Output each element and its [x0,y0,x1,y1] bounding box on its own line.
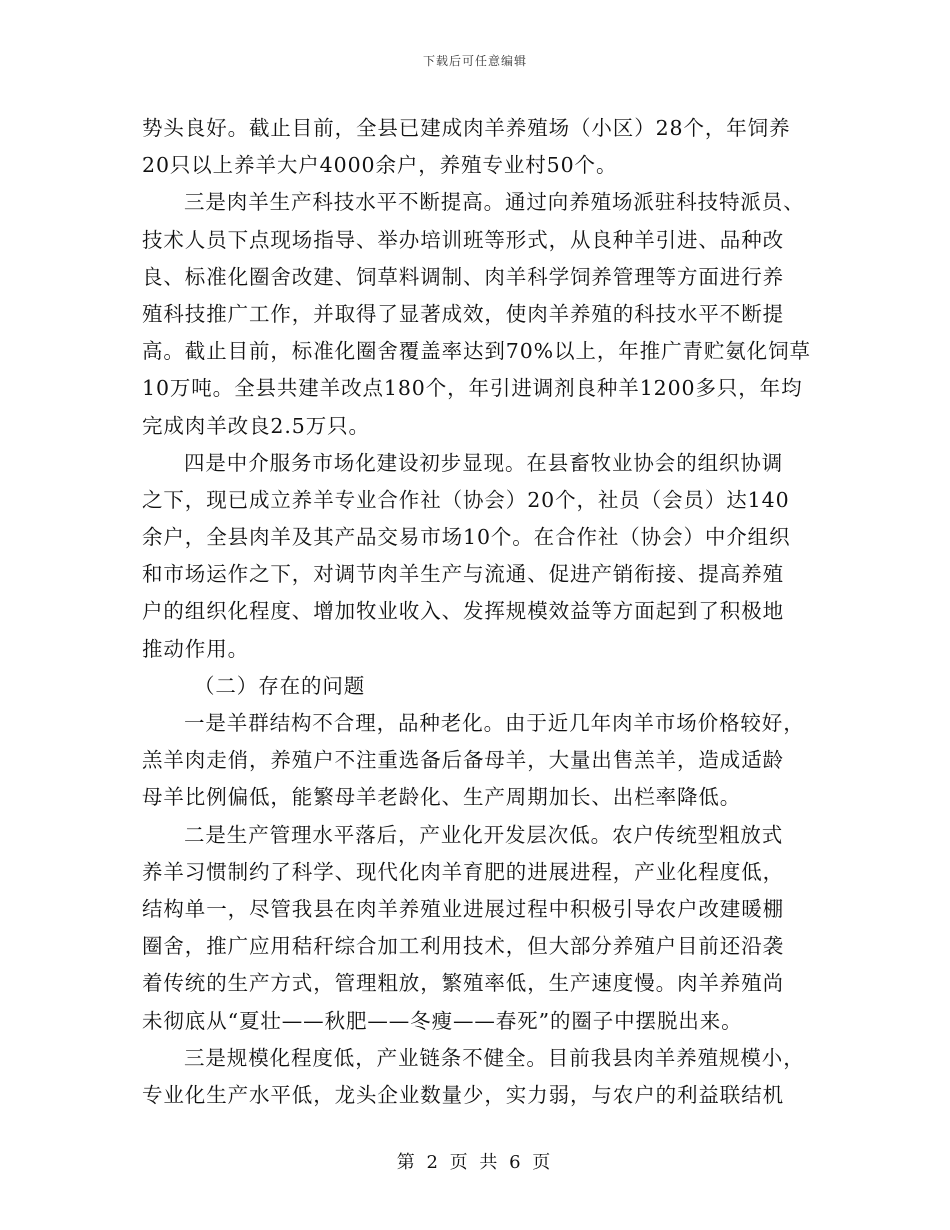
paragraph-start-line: 四是中介服务市场化建设初步显现。在县畜牧业协会的组织协调 [184,450,784,475]
text-line: 余户，全县肉羊及其产品交易市场10个。在合作社（协会）中介组织 [142,525,791,550]
text-line: 殖科技推广工作，并取得了显著成效，使肉羊养殖的科技水平不断提 [142,301,784,326]
paragraph-start-line: 一是羊群结构不合理，品种老化。由于近几年肉羊市场价格较好， [184,711,805,735]
text-line: 和市场运作之下，对调节肉羊生产与流通、促进产销衔接、提高养殖 [142,562,784,587]
text-line: 高。截止目前，标准化圈舍覆盖率达到70%以上，年推广青贮氨化饲草 [142,339,811,364]
text-line: 推动作用。 [142,636,249,661]
paragraph-start-line: 三是规模化程度低，产业链条不健全。目前我县肉羊养殖规模小， [184,1045,805,1070]
text-line: 羔羊肉走俏，养殖户不注重选备后备母羊，大量出售羔羊，造成适龄 [142,748,784,773]
paragraph-start-line: 三是肉羊生产科技水平不断提高。通过向养殖场派驻科技特派员、 [184,190,805,215]
text-line: 母羊比例偏低，能繁母羊老龄化、生产周期加长、出栏率降低。 [142,785,742,810]
text-line: 户的组织化程度、增加牧业收入、发挥规模效益等方面起到了积极地 [142,599,784,624]
text-line: 10万吨。全县共建羊改点180个，年引进调剂良种羊1200多只，年均 [142,376,803,401]
page-header: 下载后可任意编辑 [422,54,527,68]
text-line: 完成肉羊改良2.5万只。 [142,413,370,438]
text-line: 良、标准化圈舍改建、饲草料调制、肉羊科学饲养管理等方面进行养 [142,264,784,289]
text-line: 养羊习惯制约了科学、现代化肉羊育肥的进展进程，产业化程度低， [142,859,784,884]
page-number-footer: 第 2 页 共 6 页 [396,1152,554,1173]
text-line: 技术人员下点现场指导、举办培训班等形式，从良种羊引进、品种改 [142,227,784,252]
text-line: 专业化生产水平低，龙头企业数量少，实力弱，与农户的利益联结机 [142,1082,784,1107]
text-line: 着传统的生产方式，管理粗放，繁殖率低，生产速度慢。肉羊养殖尚 [142,971,784,996]
text-line: 之下，现已成立养羊专业合作社（协会）20个，社员（会员）达140 [142,487,790,512]
text-line: 结构单一，尽管我县在肉羊养殖业进展过程中积极引导农户改建暖棚 [142,896,784,921]
text-line: 未彻底从“夏壮——秋肥——冬瘦——春死”的圈子中摆脱出来。 [142,1008,743,1033]
paragraph-start-line: 二是生产管理水平落后，产业化开发层次低。农户传统型粗放式 [184,822,784,847]
text-line: 圈舍，推广应用秸秆综合加工利用技术，但大部分养殖户目前还沿袭 [142,934,784,959]
text-line: 20只以上养羊大户4000余户，养殖专业村50个。 [142,153,618,178]
text-line: 势头良好。截止目前，全县已建成肉羊养殖场（小区）28个，年饲养 [142,116,791,140]
section-heading: （二）存在的问题 [194,673,366,698]
document-body [142,110,820,1114]
